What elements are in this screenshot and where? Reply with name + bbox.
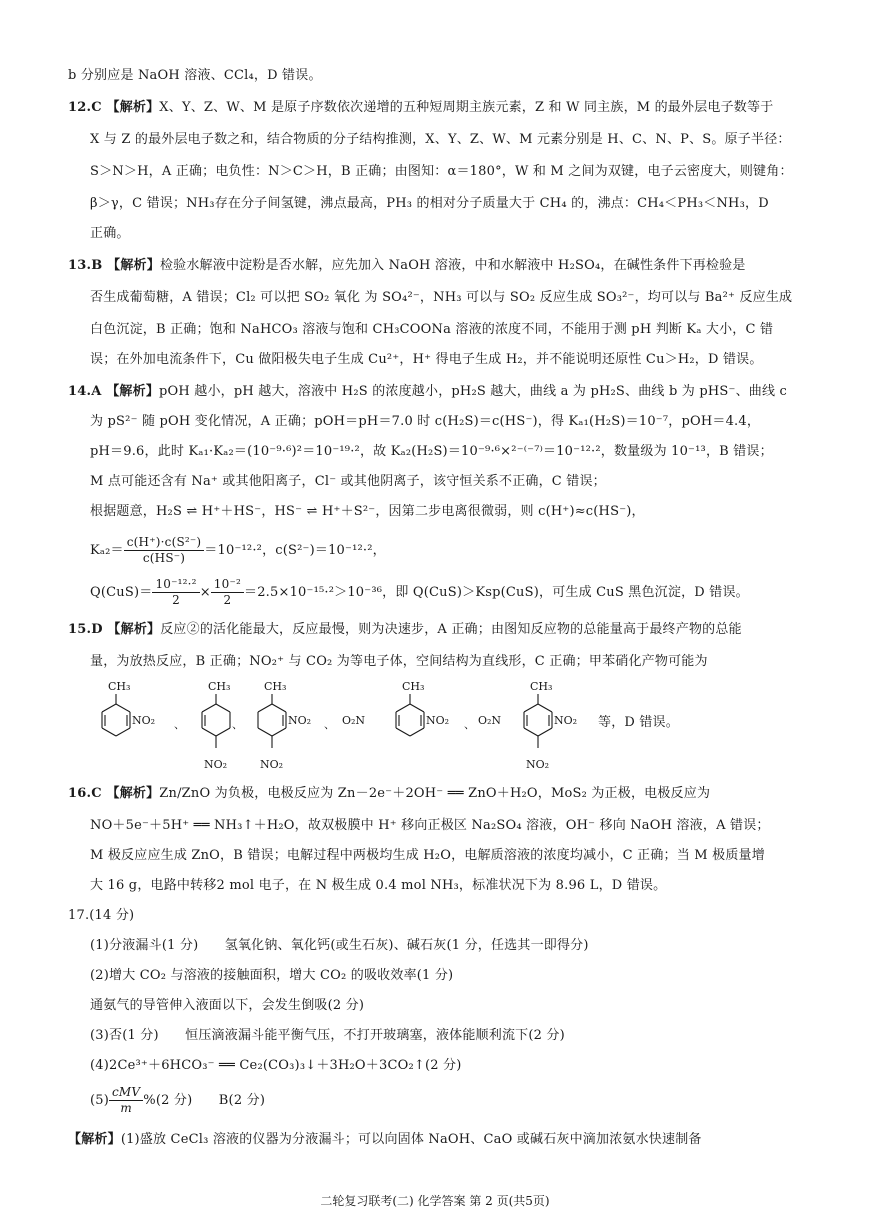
separator: 、 [464,718,475,731]
structure-para [202,694,230,748]
text-span: (1)盛放 CeCl₃ 溶液的仪器为分液漏斗；可以向固体 NaOH、CaO 或碱石灰中滴加浓氨水快速制备 [120,1132,702,1147]
text-line [68,256,746,276]
text-line: 否生成葡萄糖，A 错误；Cl₂ 可以把 SO₂ 氧化 为 SO₄²⁻，NH₃ 可以与 SO₂ 反应生成 SO₃²⁻，均可以与 Ba²⁺ 反应生成 [90,290,793,305]
question-heading: 17.(14 分) [68,908,135,923]
equation-line [90,576,749,610]
text-line: NO＋5e⁻＋5H⁺ ══ NH₃↑＋H₂O，故双极膜中 H⁺ 移向正极区 Na₂SO₄ 溶液，OH⁻ 移向 NaOH 溶液，A 错误； [90,818,770,833]
question-label: 16.C 【解析】 [68,786,160,801]
analysis-label: 【解析】 [68,1132,121,1147]
text-span: 检验水解液中淀粉是否水解，应先加入 NaOH 溶液，中和水解液中 H₂SO₄，在碱性条件下再检验是 [159,258,746,273]
label-o2n: O₂N [342,714,366,727]
text-line: 量，为放热反应，B 正确；NO₂⁺ 与 CO₂ 为等电子体，空间结构为直线形，C 正确；甲苯硝化产物可能为 [90,654,708,669]
separator: 、 [232,718,243,731]
text-line: β＞γ，C 错误；NH₃存在分子间氢键，沸点最高，PH₃ 的相对分子质量大于 CH₄ 的，沸点：CH₄＜PH₃＜NH₃，D [90,196,769,211]
text-line: b 分别应是 NaOH 溶液、CCl₄，D 错误。 [68,68,322,83]
fraction-numerator: 10⁻¹²·² [152,577,199,593]
text-span: × [199,585,211,600]
text-span: Kₐ₂＝ [90,543,124,558]
question-label: 14.A 【解析】 [68,384,160,399]
nitrotoluene-structures [88,676,648,776]
text-line: M 极反应应生成 ZnO，B 错误；电解过程中两极均生成 H₂O，电解质溶液的浓度均减小，C 正确；当 M 极质量增 [90,848,765,863]
separator: 、 [324,718,335,731]
text-line [68,784,710,804]
question-label: 13.B 【解析】 [68,258,160,273]
label-ch3: CH₃ [530,680,553,693]
separator: 、 [174,718,185,731]
label-no2: NO₂ [204,758,228,771]
text-line: 通氨气的导管伸入液面以下，会发生倒吸(2 分) [90,998,365,1013]
text-line: S＞N＞H，A 正确；电负性：N＞C＞H，B 正确；由图知：α＝180°，W 和 M 之间为双键，电子云密度大，则键角： [90,164,793,179]
label-no2: NO₂ [260,758,284,771]
structure-dinitro-1 [258,694,286,748]
structure-trinitro [524,694,552,748]
fraction-denominator: c(HS⁻) [142,551,186,565]
label-ch3: CH₃ [264,680,287,693]
label-no2: NO₂ [526,758,550,771]
text-line: (3)否(1 分) 恒压滴液漏斗能平衡气压，不打开玻璃塞，液体能顺利流下(2 分) [90,1028,565,1043]
text-span: pOH 越小，pH 越大，溶液中 H₂S 的浓度越小，pH₂S 越大，曲线 a 为 pH₂S、曲线 b 为 pHS⁻、曲线 c [159,384,787,399]
fraction-denominator: 2 [223,593,232,607]
fraction-numerator: 10⁻² [211,577,244,593]
text-line: (2)增大 CO₂ 与溶液的接触面积，增大 CO₂ 的吸收效率(1 分) [90,968,454,983]
label-o2n: O₂N [478,714,502,727]
text-line: 正确。 [90,226,130,241]
label-no2: NO₂ [132,714,156,727]
fraction-denominator: m [120,1101,132,1115]
text-line [68,1130,702,1150]
text-line [68,620,742,640]
text-line: 大 16 g，电路中转移2 mol 电子，在 N 极生成 0.4 mol NH₃，标准状况下为 8.96 L，D 错误。 [90,878,667,893]
text-line [68,98,773,118]
text-span: ＝10⁻¹²·²，c(S²⁻)＝10⁻¹²·²， [204,543,386,558]
structure-dinitro-2 [396,694,424,736]
text-line [68,382,787,402]
text-line: (1)分液漏斗(1 分) 氢氧化钠、氧化钙(或生石灰)、碱石灰(1 分，任选其一即得分) [90,938,589,953]
question-label: 15.D 【解析】 [68,622,161,637]
question-label: 12.C 【解析】 [68,100,160,115]
text-span: (5) [90,1093,110,1108]
label-ch3: CH₃ [208,680,231,693]
text-span: 反应②的活化能最大，反应最慢，则为决速步，A 正确；由图知反应物的总能量高于最终产物的总能 [160,622,742,637]
text-line: M 点可能还含有 Na⁺ 或其他阳离子，Cl⁻ 或其他阴离子，该守恒关系不正确，C 错误； [90,474,606,489]
structure-ortho [102,694,130,736]
fraction [211,577,244,608]
text-span: X、Y、Z、W、M 是原子序数依次递增的五种短周期主族元素，Z 和 W 同主族，M 的最外层电子数等于 [159,100,774,115]
text-line: 白色沉淀，B 正确；饱和 NaHCO₃ 溶液与饱和 CH₃COONa 溶液的浓度不同，不能用于测 pH 判断 Kₐ 大小，C 错 [90,322,774,337]
text-line: (4)2Ce³⁺＋6HCO₃⁻ ══ Ce₂(CO₃)₃↓＋3H₂O＋3CO₂↑(2 分) [90,1058,462,1073]
text-span: %(2 分) B(2 分) [143,1093,266,1108]
label-no2: NO₂ [554,714,578,727]
text-line: 为 pS²⁻ 随 pOH 变化情况，A 正确；pOH＝pH＝7.0 时 c(H₂S)＝c(HS⁻)，得 Kₐ₁(H₂S)＝10⁻⁷，pOH＝4.4， [90,414,761,429]
text-line: X 与 Z 的最外层电子数之和，结合物质的分子结构推测，X、Y、Z、W、M 元素分别是 H、C、N、P、S。原子半径： [90,132,791,147]
fraction [124,535,205,566]
label-no2: NO₂ [288,714,312,727]
fraction [109,1085,143,1116]
equation-line [90,1084,265,1118]
label-ch3: CH₃ [108,680,131,693]
page-footer: 二轮复习联考(二) 化学答案 第 2 页(共5页) [320,1194,550,1208]
equation-line [90,534,386,568]
fraction-denominator: 2 [172,593,180,607]
text-line: 根据题意，H₂S ⇌ H⁺＋HS⁻，HS⁻ ⇌ H⁺＋S²⁻，因第二步电离很微弱，则 c(H⁺)≈c(HS⁻)， [90,504,645,519]
fraction-numerator: cMV [109,1085,143,1101]
text-line: 误；在外加电流条件下，Cu 做阳极失电子生成 Cu²⁺，H⁺ 得电子生成 H₂，并不能说明还原性 Cu＞H₂，D 错误。 [90,352,763,367]
label-no2: NO₂ [426,714,450,727]
fraction [152,577,199,608]
text-line: pH＝9.6，此时 Kₐ₁·Kₐ₂＝(10⁻⁹·⁶)²＝10⁻¹⁹·²，故 Kₐ₂(H₂S)＝10⁻⁹·⁶×²⁻⁽⁻⁷⁾＝10⁻¹²·²，数量级为 10⁻¹³，B 错误； [90,444,773,459]
text-line: 等，D 错误。 [598,715,679,730]
fraction-numerator: c(H⁺)·c(S²⁻) [124,535,205,551]
text-span: Zn/ZnO 为负极，电极反应为 Zn－2e⁻＋2OH⁻ ══ ZnO＋H₂O，MoS₂ 为正极，电极反应为 [159,786,711,801]
text-span: Q(CuS)＝ [90,585,153,600]
text-span: ＝2.5×10⁻¹⁵·²＞10⁻³⁶，即 Q(CuS)＞Ksp(CuS)，可生成 CuS 黑色沉淀，D 错误。 [244,585,749,600]
label-ch3: CH₃ [402,680,425,693]
